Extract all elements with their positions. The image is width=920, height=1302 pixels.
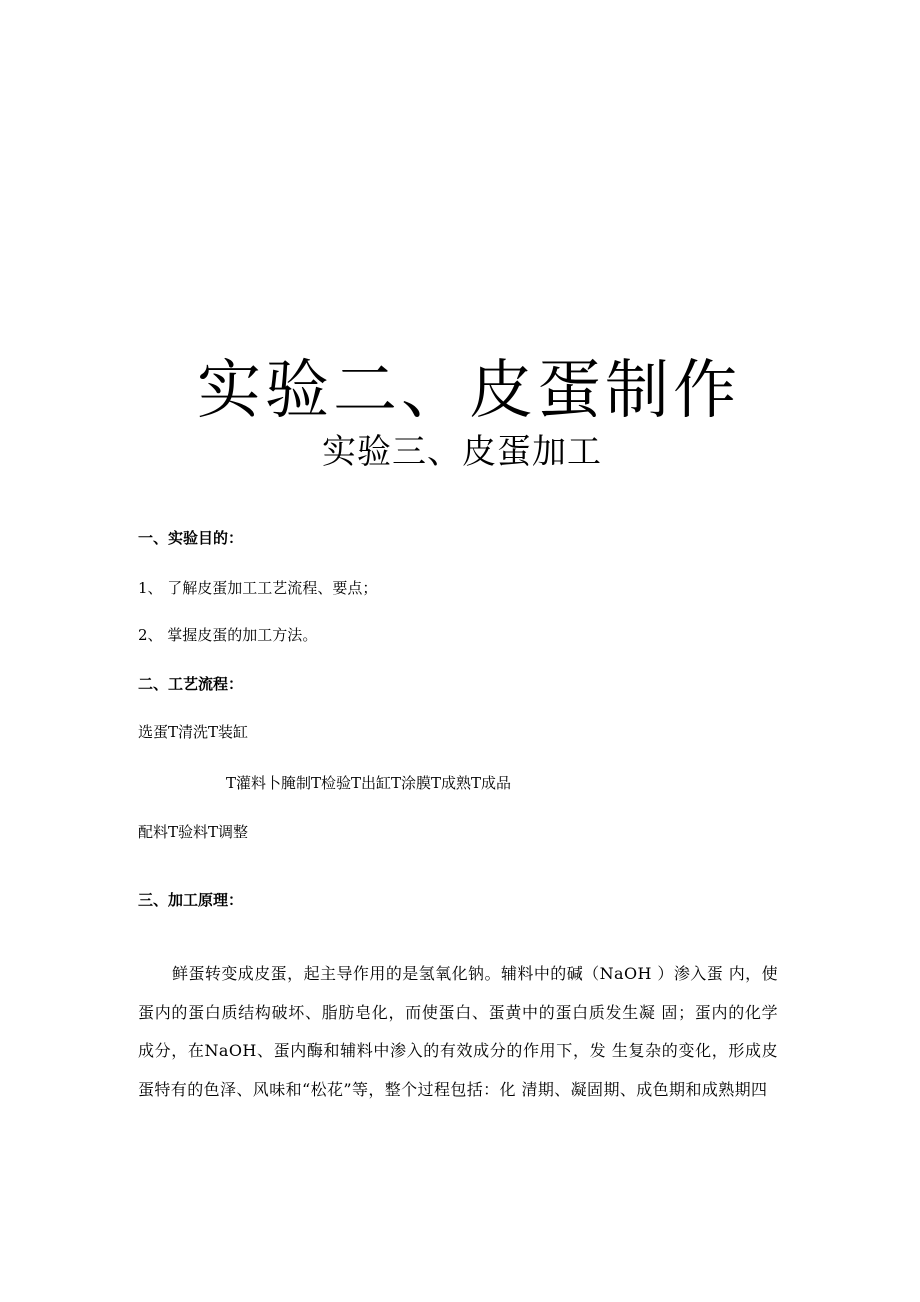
section-heading-process-flow: 二、工艺流程： xyxy=(138,675,244,693)
section-heading-principle: 三、加工原理： xyxy=(138,891,244,909)
section-heading-purpose: 一、实验目的： xyxy=(138,529,244,547)
page-subtitle: 实验三、皮蛋加工 xyxy=(322,432,602,472)
purpose-item-1: 1、 了解皮蛋加工工艺流程、要点； xyxy=(138,579,378,597)
page-title: 实验二、皮蛋制作 xyxy=(197,354,741,428)
process-flow-line-2: T灌料卜腌制T检验T出缸T涂膜T成熟T成品 xyxy=(226,774,512,792)
process-flow-line-1: 选蛋T清洗T装缸 xyxy=(138,723,249,741)
purpose-item-2: 2、 掌握皮蛋的加工方法。 xyxy=(138,626,318,644)
principle-paragraph: 鲜蛋转变成皮蛋，起主导作用的是氢氧化钠。辅料中的碱（NaOH ）渗入蛋 内，使蛋内的蛋白质结构破坏、脂肪皂化，而使蛋白、蛋黄中的蛋白质发生凝 固；蛋内的化学成分，在NaOH、蛋内酶和辅料中渗入的有效成分的作用下，发 生复杂的变化，形成皮蛋特有的色泽、风味和“松花”等，整个过程包括：化 清期、凝固期、成色期和成熟期四 xyxy=(138,964,778,1099)
process-flow-line-3: 配料T验料T调整 xyxy=(138,823,249,841)
